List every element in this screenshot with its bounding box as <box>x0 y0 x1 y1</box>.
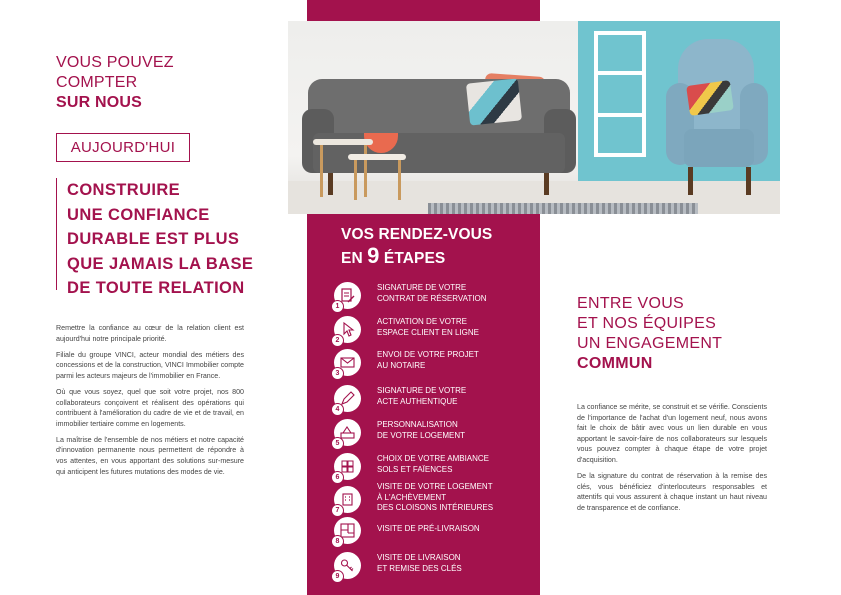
paragraph: La maîtrise de l'ensemble de nos métiers et notre capacité d'innovation permanente nous permettent de répondre à vos attentes, en vous apportant des solutions sur-mesure qui anticipent les futures mutations des modes de vie. <box>56 435 244 476</box>
step-number: 2 <box>331 334 344 347</box>
step-label: VISITE DE LIVRAISON ET REMISE DES CLÉS <box>377 553 462 573</box>
engagement-heading <box>577 294 797 374</box>
step-label: ACTIVATION DE VOTRE ESPACE CLIENT EN LIGNE <box>377 317 479 337</box>
paragraph: Où que vous soyez, quel que soit votre projet, nos 800 collaborateurs conçoivent et réalisent des opérations qui contribuent à l'amélioration du cadre de vie et de travail, en immobilier tertiaire comme en logements. <box>56 387 244 428</box>
step-item <box>334 346 534 378</box>
steps-title-line2: EN 9 ÉTAPES <box>341 243 446 268</box>
step-label: ENVOI DE VOTRE PROJET AU NOTAIRE <box>377 350 479 370</box>
step-number: 6 <box>331 471 344 484</box>
step-label: VISITE DE PRÉ-LIVRAISON <box>377 524 480 533</box>
living-room-photo <box>288 21 780 214</box>
construire-heading <box>67 178 287 301</box>
engagement-line: ET NOS ÉQUIPES <box>577 315 717 332</box>
step-number: 5 <box>331 437 344 450</box>
step-number: 3 <box>331 367 344 380</box>
step-number: 9 <box>331 570 344 583</box>
left-body-text <box>56 323 244 483</box>
step-label: PERSONNALISATION DE VOTRE LOGEMENT <box>377 420 466 440</box>
step-item <box>334 514 534 546</box>
step-item <box>334 416 534 448</box>
step-number: 1 <box>331 300 344 313</box>
paragraph: De la signature du contrat de réservation à la remise des clés, vous bénéficiez d'interlocuteurs responsables et attentifs qui vous assurent à chaque instant un haut niveau de transparence et de confiance. <box>577 472 767 512</box>
engagement-line: UN ENGAGEMENT <box>577 335 723 352</box>
panel-top-strip <box>307 0 540 21</box>
engagement-line-bold: COMMUN <box>577 355 653 372</box>
step-number: 7 <box>331 504 344 517</box>
construire-line: QUE JAMAIS LA BASE <box>67 254 254 273</box>
headline-line: VOUS POUVEZ <box>56 54 174 71</box>
step-item <box>334 450 534 482</box>
step-item <box>334 279 534 311</box>
paragraph: Remettre la confiance au cœur de la relation client est aujourd'hui notre principale priorité. <box>56 324 244 343</box>
step-number: 4 <box>331 403 344 416</box>
headline <box>56 53 256 113</box>
headline-line: COMPTER <box>56 74 138 91</box>
step-item <box>334 382 534 414</box>
step-label: SIGNATURE DE VOTRE ACTE AUTHENTIQUE <box>377 386 467 406</box>
step-label: SIGNATURE DE VOTRE CONTRAT DE RÉSERVATION <box>377 283 487 303</box>
step-label: VISITE DE VOTRE LOGEMENT À L'ACHÈVEMENT DES CLOISONS INTÉRIEURES <box>377 482 494 512</box>
construire-line: DURABLE EST PLUS <box>67 230 240 248</box>
headline-line-bold: SUR NOUS <box>56 94 143 111</box>
steps-title <box>341 224 531 269</box>
paragraph: Filiale du groupe VINCI, acteur mondial des métiers des concessions et de la construction, VINCI Immobilier compte parmi les acteurs majeurs de l'immobilier en France. <box>56 350 244 380</box>
step-item <box>334 313 534 345</box>
today-box: AUJOURD'HUI <box>56 133 190 162</box>
steps-title-line1: VOS RENDEZ-VOUS <box>341 226 493 243</box>
paragraph: La confiance se mérite, se construit et se vérifie. Conscients de l'importance de l'achat d'un logement neuf, nous avons fait le choix de bâtir avec vous un lien durable en vous apportant le savoir-faire de nos collaborateurs sur lesquels vous pouvez compter à chaque étape de votre projet d'acquisition. <box>577 403 767 464</box>
step-number: 8 <box>331 535 344 548</box>
construire-line: DE TOUTE RELATION <box>67 279 245 297</box>
step-label: CHOIX DE VOTRE AMBIANCE SOLS ET FAÏENCES <box>377 454 490 474</box>
engagement-line: ENTRE VOUS <box>577 295 685 312</box>
construire-line: CONSTRUIRE <box>67 181 181 199</box>
construire-line: UNE CONFIANCE <box>67 205 210 224</box>
right-body-text <box>577 402 767 519</box>
steps-count: 9 <box>367 243 380 268</box>
step-item <box>334 549 534 581</box>
accent-bar <box>56 178 57 290</box>
